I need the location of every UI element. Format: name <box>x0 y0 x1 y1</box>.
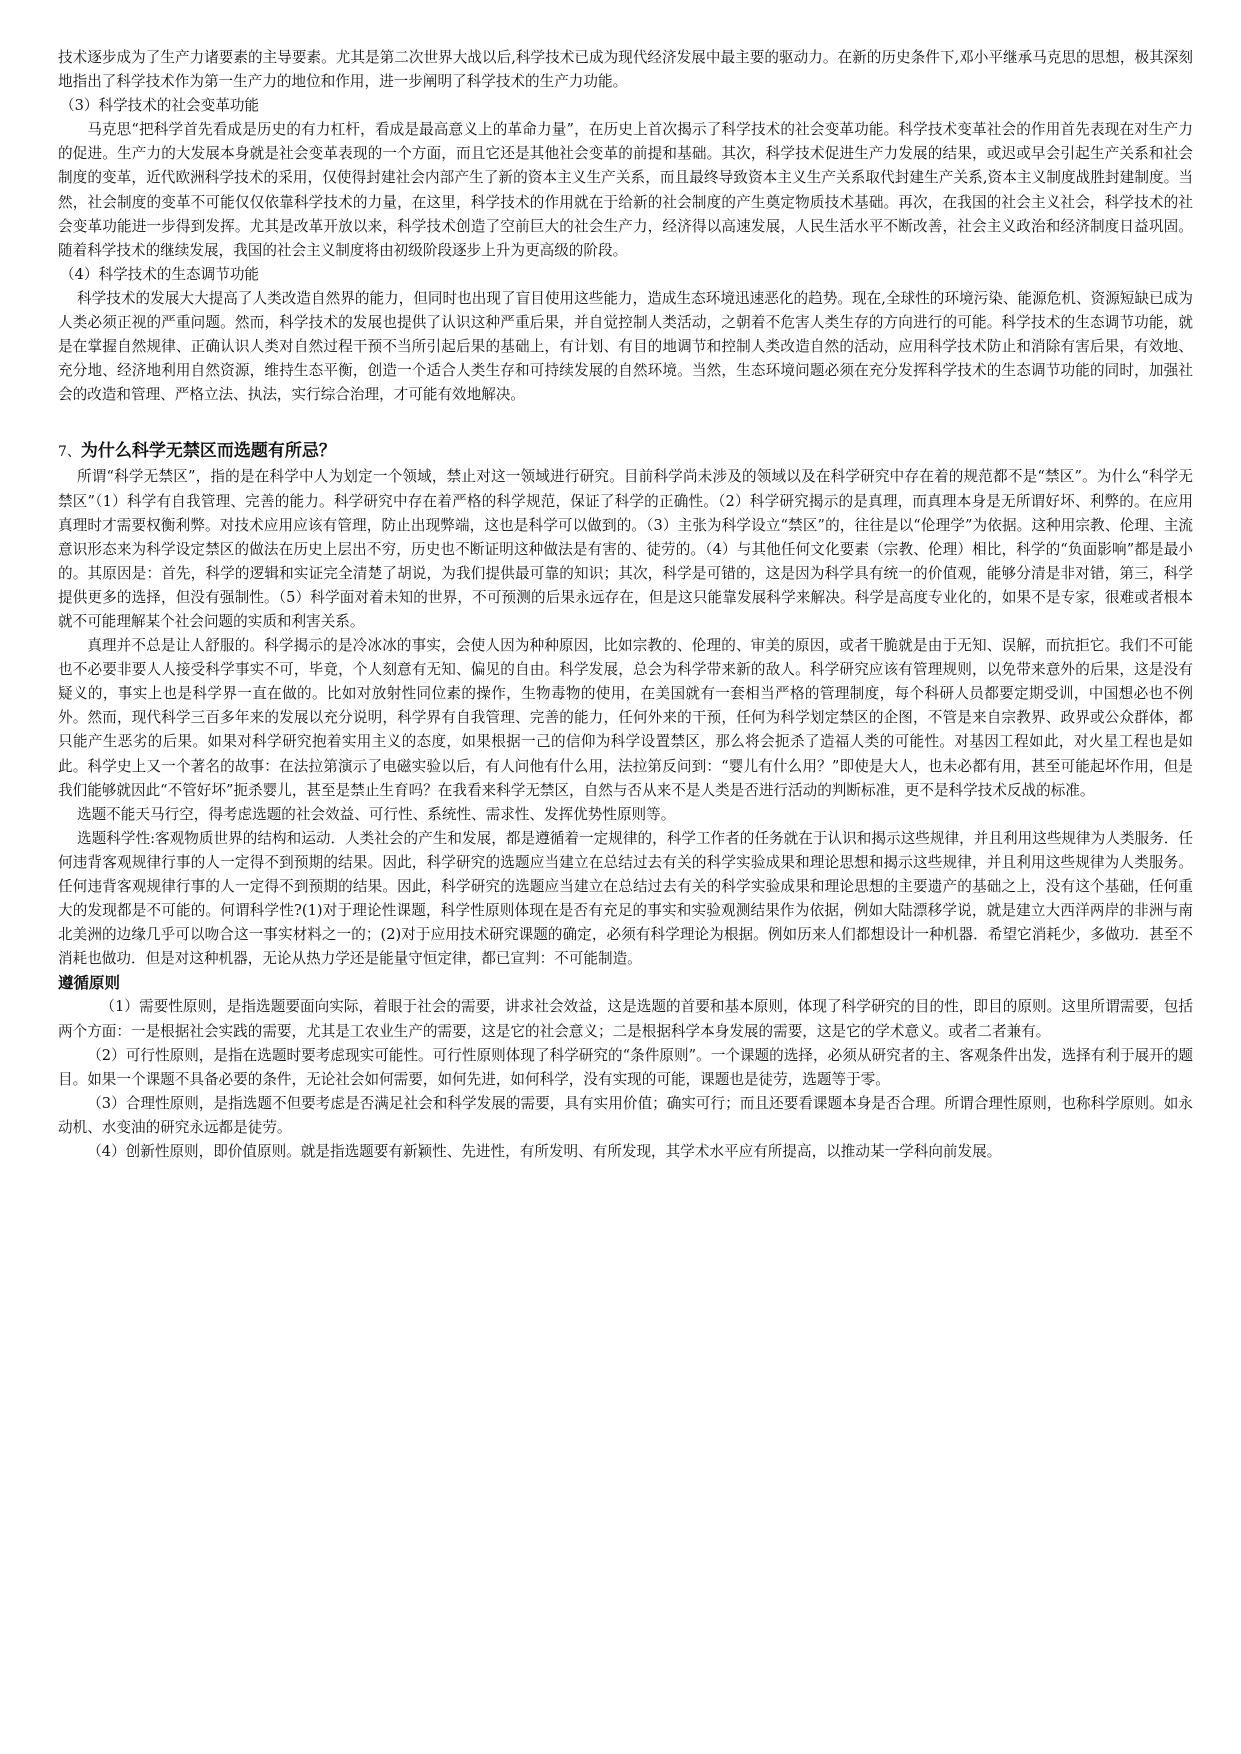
principle-1: （1）需要性原则，是指选题要面向实际，着眼于社会的需要，讲求社会效益，这是选题的首要和基本原则，体现了科学研究的目的性，即目的原则。这里所谓需要，包括两个方面：一是根据社会实践的需要，尤其是工农业生产的需要，这是它的社会意义；二是根据科学本身发展的需要，这是它的学术意义。或者二者兼有。 <box>58 998 1193 1040</box>
section-3-body: 马克思“把科学首先看成是历史的有力杠杆，看成是最高意义上的革命力量”，在历史上首次揭示了科学技术的社会变革功能。科学技术变革社会的作用首先表现在对生产力的促进。生产力的大发展本身就是社会变革表现的一个方面，而且它还是其他社会变革的前提和基础。其次，科学技术促进生产力发展的结果，或迟或早会引起生产关系和社会制度的变革，近代欧洲科学技术的采用，仅使得封建社会内部产生了新的资本主义生产关系，而且最终导致资本主义生产关系取代封建生产关系,资本主义制度战胜封建制度。当然，社会制度的变革不可能仅仅依靠科学技术的力量，在这里，科学技术的作用就在于给新的社会制度的产生奠定物质技术基础。再次，在我国的社会主义社会，科学技术的社会变革功能进一步得到发挥。尤其是改革开放以来，科学技术创造了空前巨大的社会生产力，经济得以高速发展，人民生活水平不断改善，社会主义政治和经济制度日益巩固。随着科学技术的继续发展，我国的社会主义制度将由初级阶段逐步上升为更高级的阶段。 <box>58 121 1193 259</box>
question-7-paragraph-2: 真理并不总是让人舒服的。科学揭示的是冷冰冰的事实，会使人因为种种原因，比如宗教的、伦理的、审美的原因，或者干脆就是由于无知、误解，而抗拒它。我们不可能也不必要非要人人接受科学事实不可，毕竟，个人刻意有无知、偏见的自由。科学发展，总会为科学带来新的敌人。科学研究应该有管理规则，以免带来意外的后果，这是没有疑义的，事实上也是科学界一直在做的。比如对放射性同位素的操作，生物毒物的使用，在美国就有一套相当严格的管理制度，每个科研人员都要定期受训，中国想必也不例外。然而，现代科学三百多年来的发展以充分说明，科学界有自我管理、完善的能力，任何外来的干预，任何为科学划定禁区的企图，不管是来自宗教界、政界或公众群体，都只能产生恶劣的后果。如果对科学研究抱着实用主义的态度，如果根据一己的信仰为科学设置禁区，那么将会扼杀了造福人类的可能性。对基因工程如此，对火星工程也是如此。科学史上又一个著名的故事：在法拉第演示了电磁实验以后，有人问他有什么用，法拉第反问到：“婴儿有什么用？”即使是大人，也未必都有用，甚至可能起坏作用，但是我们能够就因此“不管好坏”扼杀婴儿，甚至是禁止生育吗？在我看来科学无禁区，自然与否从来不是人类是否进行活动的判断标准，更不是科学技术反战的标准。 <box>58 637 1193 799</box>
principles-heading: 遵循原则 <box>58 974 121 993</box>
principle-3: （3）合理性原则，是指选题不但要考虑是否满足社会和科学发展的需要，具有实用价值；确实可行；而且还要看课题本身是否合理。所谓合理性原则，也称科学原则。如永动机、水变油的研究永远都是徒劳。 <box>58 1094 1193 1136</box>
intro-paragraph: 技术逐步成为了生产力诸要素的主导要素。尤其是第二次世界大战以后,科学技术已成为现代经济发展中最主要的驱动力。在新的历史条件下,邓小平继承马克思的思想，极其深刻地指出了科学技术作为第一生产力的地位和作用，进一步阐明了科学技术的生产力功能。 <box>58 49 1193 91</box>
question-7-paragraph-1: 所谓“科学无禁区”，指的是在科学中人为划定一个领域，禁止对这一领域进行研究。目前科学尚未涉及的领域以及在科学研究中存在着的规范都不是“禁区”。为什么“科学无禁区”（1）科学有自我管理、完善的能力。科学研究中存在着严格的科学规范，保证了科学的正确性。（2）科学研究揭示的是真理，而真理本身是无所谓好坏、利弊的。在应用真理时才需要权衡利弊。对技术应用应该有管理，防止出现弊端，这也是科学可以做到的。（3）主张为科学设立“禁区”的，往往是以“伦理学”为依据。这种用宗教、伦理、主流意识形态来为科学设定禁区的做法在历史上层出不穷，历史也不断证明这种做法是有害的、徒劳的。（4）与其他任何文化要素（宗教、伦理）相比，科学的“负面影响”都是最小的。其原因是：首先，科学的逻辑和实证完全清楚了胡说，为我们提供最可靠的知识；其次，科学是可错的，这是因为科学具有统一的价值观，能够分清是非对错，第三，科学提供更多的选择，但没有强制性。（5）科学面对着未知的世界，不可预测的后果永远存在，但是这只能靠发展科学来解决。科学是高度专业化的，如果不是专家，很难或者根本就不可能理解某个社会问题的实质和利害关系。 <box>58 468 1193 630</box>
question-7-heading <box>58 438 1193 465</box>
section-4-body: 科学技术的发展大大提高了人类改造自然界的能力，但同时也出现了盲目使用这些能力，造成生态环境迅速恶化的趋势。现在,全球性的环境污染、能源危机、资源短缺已成为人类必须正视的严重问题。然而，科学技术的发展也提供了认识这种严重后果，并自觉控制人类活动，之朝着不危害人类生存的方向进行的可能。科学技术的生态调节功能，就是在掌握自然规律、正确认识人类对自然过程干预不当所引起后果的基础上，有计划、有目的地调节和控制人类改造自然的活动，应用科学技术防止和消除有害后果，有效地、充分地、经济地利用自然资源，维持生态平衡，创造一个适合人类生存和可持续发展的自然环境。当然，生态环境问题必须在充分发挥科学技术的生态调节功能的同时，加强社会的改造和管理、严格立法、执法，实行综合治理，才可能有效地解决。 <box>58 289 1193 404</box>
question-title: 为什么科学无禁区而选题有所忌？ <box>80 441 336 462</box>
question-7-paragraph-3: 选题不能天马行空，得考虑选题的社会效益、可行性、系统性、需求性、发挥优势性原则等。 <box>76 805 676 823</box>
question-7-paragraph-4: 选题科学性:客观物质世界的结构和运动．人类社会的产生和发展，都是遵循着一定规律的，科学工作者的任务就在于认识和揭示这些规律，并且利用这些规律为人类服务．任何违背客观规律行事的人一定得不到预期的结果。因此，科学研究的选题应当建立在总结过去有关的科学实验成果和理论思想和揭示这些规律，并且利用这些规律为人类服务。任何违背客观规律行事的人一定得不到预期的结果。因此，科学研究的选题应当建立在总结过去有关的科学实验成果和理论思想的主要遗产的基础之上，没有这个基础，任何重大的发现都是不可能的。何谓科学性?(1)对于理论性课题，科学性原则体现在是否有充足的事实和实验观测结果作为依据，例如大陆漂移学说，就是建立大西洋两岸的非洲与南北美洲的边缘几乎可以吻合这一事实材料之一的；(2)对于应用技术研究课题的确定，必须有科学理论为根据。例如历来人们都想设计一种机器．希望它消耗少，多做功．甚至不消耗也做功．但是对这种机器，无论从热力学还是能量守恒定律，都已宣判：不可能制造。 <box>58 829 1193 968</box>
question-number: 7、 <box>58 444 81 461</box>
section-4-heading: （4）科学技术的生态调节功能 <box>60 265 260 283</box>
principle-4: （4）创新性原则，即价值原则。就是指选题要有新颖性、先进性，有所发明、有所发现，其学术水平应有所提高，以推动某一学科向前发展。 <box>87 1143 1002 1161</box>
section-3-heading: （3）科学技术的社会变革功能 <box>60 97 260 115</box>
principle-2: （2）可行性原则，是指在选题时要考虑现实可能性。可行性原则体现了科学研究的“条件原则”。一个课题的选择，必须从研究者的主、客观条件出发，选择有利于展开的题目。如果一个课题不具备必要的条件，无论社会如何需要，如何先进，如何科学，没有实现的可能，课题也是徒劳，选题等于零。 <box>58 1046 1193 1088</box>
